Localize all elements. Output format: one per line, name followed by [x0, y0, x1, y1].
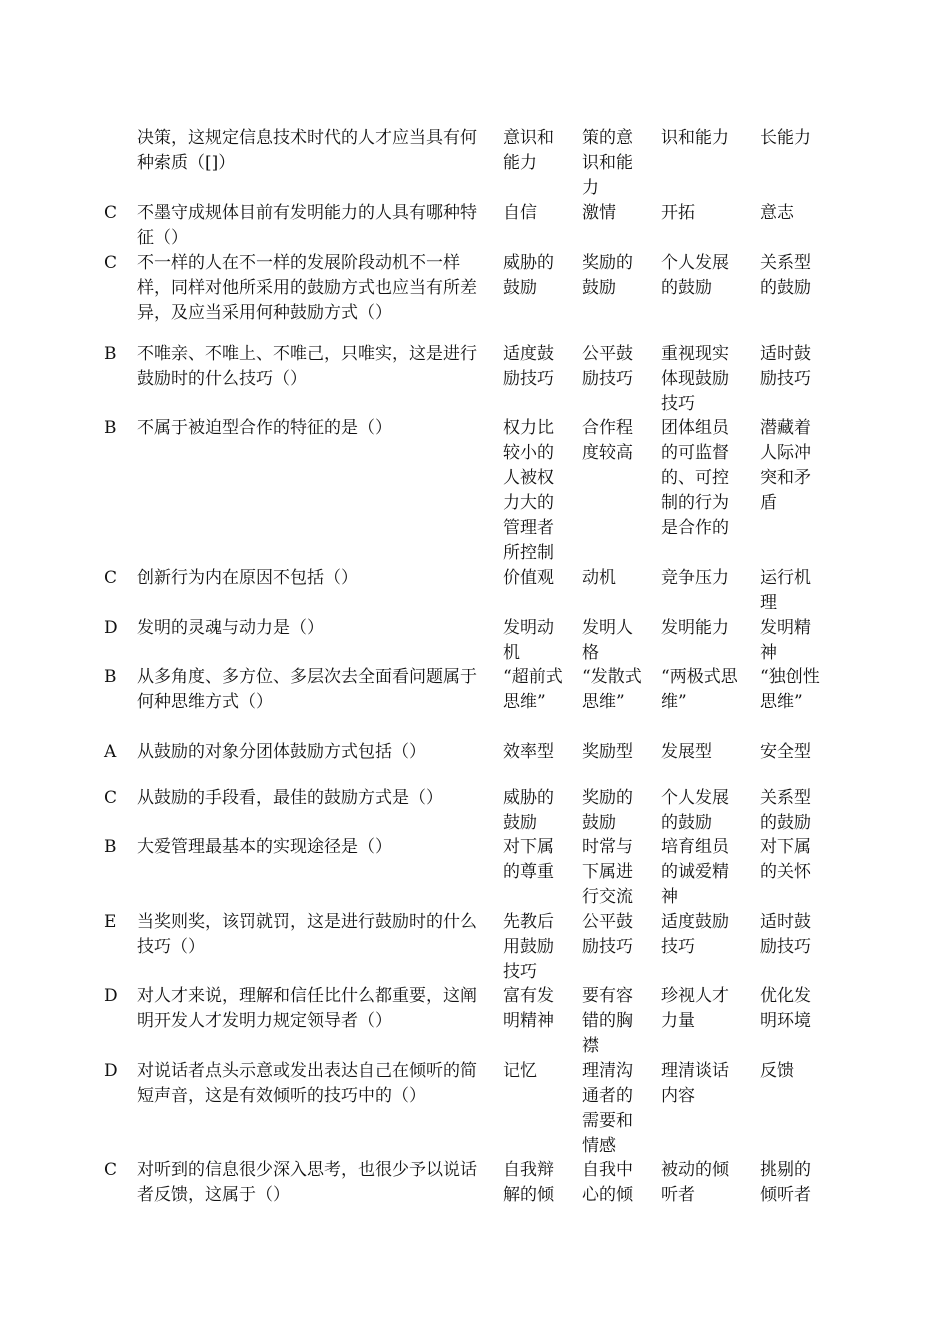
question-text: 从鼓励的手段看，最佳的鼓励方式是（）: [137, 788, 443, 808]
answer-key: D: [104, 618, 118, 638]
option-b: 奖励的鼓励: [582, 788, 633, 833]
option-b: 公平鼓励技巧: [582, 912, 633, 957]
option-a: 价值观: [503, 568, 554, 588]
option-a: 自我辩解的倾: [503, 1160, 554, 1205]
option-d: 发明精神: [760, 618, 811, 663]
option-b: 奖励的鼓励: [582, 253, 633, 298]
answer-key: C: [104, 253, 118, 273]
question-text: 大爱管理最基本的实现途径是（）: [137, 837, 392, 857]
answer-key: B: [104, 837, 117, 857]
option-a: 意识和能力: [503, 128, 554, 173]
option-d: 关系型的鼓励: [760, 788, 811, 833]
option-b: “发散式思维”: [582, 667, 642, 712]
question-text: 从鼓励的对象分团体鼓励方式包括（）: [137, 742, 426, 762]
option-c: 被动的倾听者: [661, 1160, 729, 1205]
answer-key: C: [104, 788, 118, 808]
option-c: 适度鼓励技巧: [661, 912, 729, 957]
option-a: “超前式思维”: [503, 667, 563, 712]
answer-key: C: [104, 203, 118, 223]
option-a: 威胁的鼓励: [503, 788, 554, 833]
answer-key: B: [104, 344, 117, 364]
option-a: 对下属的尊重: [503, 837, 554, 882]
option-b: 要有容错的胸襟: [582, 986, 633, 1056]
answer-key: D: [104, 1061, 118, 1081]
option-d: 优化发明环境: [760, 986, 811, 1031]
option-c: “两极式思维”: [661, 667, 738, 712]
option-a: 记忆: [503, 1061, 537, 1081]
option-c: 重视现实体现鼓励技巧: [661, 344, 729, 414]
option-c: 发明能力: [661, 618, 729, 638]
question-text: 不墨守成规体目前有发明能力的人具有哪种特征（）: [137, 203, 477, 248]
question-text: 对听到的信息很少深入思考，也很少予以说话者反馈，这属于（）: [137, 1160, 477, 1205]
answer-key: B: [104, 667, 117, 687]
option-d: “独创性思维”: [760, 667, 820, 712]
option-d: 适时鼓励技巧: [760, 912, 811, 957]
option-c: 团体组员的可监督的、可控制的行为是合作的: [661, 418, 729, 538]
option-c: 个人发展的鼓励: [661, 253, 729, 298]
option-c: 识和能力: [661, 128, 729, 148]
question-text: 对说话者点头示意或发出表达自己在倾听的简短声音，这是有效倾听的技巧中的（）: [137, 1061, 477, 1106]
option-a: 适度鼓励技巧: [503, 344, 554, 389]
option-a: 先教后用鼓励技巧: [503, 912, 554, 982]
answer-key: B: [104, 418, 117, 438]
option-c: 理清谈话内容: [661, 1061, 729, 1106]
answer-key: D: [104, 986, 118, 1006]
option-c: 发展型: [661, 742, 712, 762]
option-d: 关系型的鼓励: [760, 253, 811, 298]
question-text: 创新行为内在原因不包括（）: [137, 568, 358, 588]
option-d: 反馈: [760, 1061, 794, 1081]
option-b: 策的意识和能力: [582, 128, 633, 198]
option-d: 长能力: [760, 128, 811, 148]
option-d: 安全型: [760, 742, 811, 762]
option-b: 合作程度较高: [582, 418, 633, 463]
option-c: 开拓: [661, 203, 695, 223]
answer-key: A: [104, 742, 117, 762]
option-a: 富有发明精神: [503, 986, 554, 1031]
question-text: 从多角度、多方位、多层次去全面看问题属于何种思维方式（）: [137, 667, 477, 712]
option-d: 挑剔的倾听者: [760, 1160, 811, 1205]
option-b: 公平鼓励技巧: [582, 344, 633, 389]
option-b: 时常与下属进行交流: [582, 837, 633, 907]
option-b: 自我中心的倾: [582, 1160, 633, 1205]
option-a: 威胁的鼓励: [503, 253, 554, 298]
question-text: 对人才来说，理解和信任比什么都重要，这阐明开发人才发明力规定领导者（）: [137, 986, 477, 1031]
option-c: 珍视人才力量: [661, 986, 729, 1031]
option-b: 奖励型: [582, 742, 633, 762]
option-b: 动机: [582, 568, 616, 588]
question-text: 发明的灵魂与动力是（）: [137, 618, 324, 638]
option-d: 对下属的关怀: [760, 837, 811, 882]
option-a: 权力比较小的人被权力大的管理者所控制: [503, 418, 554, 563]
option-c: 个人发展的鼓励: [661, 788, 729, 833]
option-c: 培育组员的诚爱精神: [661, 837, 729, 907]
option-a: 自信: [503, 203, 537, 223]
option-a: 发明动机: [503, 618, 554, 663]
option-a: 效率型: [503, 742, 554, 762]
question-text: 不一样的人在不一样的发展阶段动机不一样样，同样对他所采用的鼓励方式也应当有所差异，及应当采用何种鼓励方式（）: [137, 253, 477, 323]
question-text: 不唯亲、不唯上、不唯己，只唯实，这是进行鼓励时的什么技巧（）: [137, 344, 477, 389]
answer-key: C: [104, 568, 118, 588]
question-text: 当奖则奖，该罚就罚，这是进行鼓励时的什么技巧（）: [137, 912, 477, 957]
option-d: 运行机理: [760, 568, 811, 613]
option-b: 发明人格: [582, 618, 633, 663]
option-d: 适时鼓励技巧: [760, 344, 811, 389]
option-c: 竞争压力: [661, 568, 729, 588]
option-b: 激情: [582, 203, 616, 223]
option-d: 潜藏着人际冲突和矛盾: [760, 418, 811, 513]
question-text: 不属于被迫型合作的特征的是（）: [137, 418, 392, 438]
question-text: 决策，这规定信息技术时代的人才应当具有何种索质（[]）: [137, 128, 477, 173]
option-d: 意志: [760, 203, 794, 223]
option-b: 理清沟通者的需要和情感: [582, 1061, 633, 1156]
answer-key: E: [104, 912, 117, 932]
answer-key: C: [104, 1160, 118, 1180]
